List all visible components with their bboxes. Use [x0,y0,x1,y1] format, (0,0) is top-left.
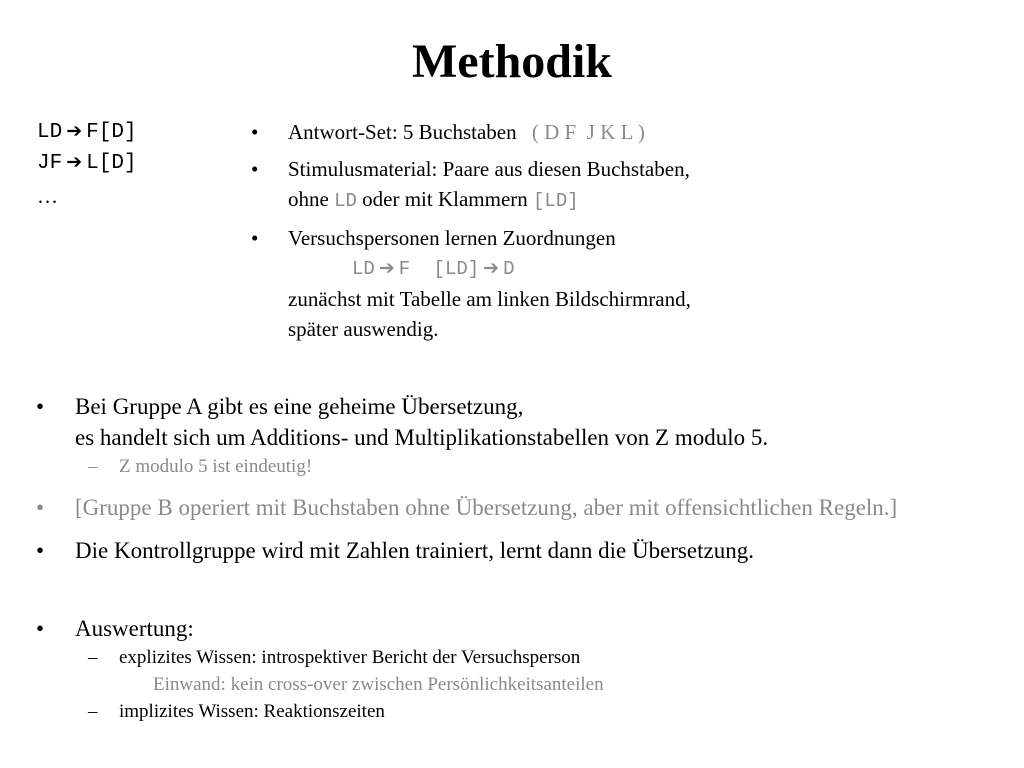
bullet: • [36,538,45,563]
code-d: D [503,258,515,280]
right-arrow-icon: ➔ [378,257,395,279]
list-item-versuchspersonen-line1: Versuchspersonen lernen Zuordnungen [288,226,616,250]
sub-bullet-dash: – [88,701,98,722]
list-item-auswertung: Auswertung: [75,616,194,641]
list-item-versuchspersonen-line4: später auswendig. [288,317,439,341]
right-arrow-icon: ➔ [66,151,83,173]
lookup-row-2 [37,151,137,175]
mapping-examples [352,257,514,280]
sub-item-einwand: Einwand: kein cross-over zwischen Persönlichkeitsanteilen [153,674,604,695]
list-item-antwort-set [288,120,645,145]
sub-bullet-dash: – [88,647,98,668]
code-ld: LD [352,258,375,280]
right-arrow-icon: ➔ [66,120,83,142]
code-bracket-ld: [LD] [533,190,579,212]
lookup-ellipsis: … [37,184,58,208]
bullet: • [36,616,45,641]
sub-item-implizites-wissen: implizites Wissen: Reaktionszeiten [119,701,385,722]
list-item-stimulusmaterial-line2 [288,187,579,212]
page-title: Methodik [411,35,612,88]
bullet: • [36,394,45,419]
sub-bullet-dash: – [88,456,98,477]
item-text: Antwort-Set: 5 Buchstaben [288,120,517,144]
lookup-to: L[D] [86,152,137,175]
list-item-versuchspersonen-line3: zunächst mit Tabelle am linken Bildschirmrand, [288,287,691,311]
code-ld: LD [334,190,357,212]
list-item-gruppe-a-line1: Bei Gruppe A gibt es eine geheime Übersetzung, [75,394,524,419]
bullet: • [251,120,259,144]
letter-set: ( D F J K L ) [531,120,645,144]
list-item-gruppe-a-line2: es handelt sich um Additions- und Multiplikationstabellen von Z modulo 5. [75,425,769,450]
bullet: • [36,495,45,520]
lookup-from: JF [37,152,63,175]
lookup-to: F[D] [86,121,137,144]
right-arrow-icon: ➔ [483,257,500,279]
lookup-from: LD [37,121,63,144]
bullet: • [251,226,259,250]
sub-item-explizites-wissen: explizites Wissen: introspektiver Bericht der Versuchsperson [119,647,581,668]
item-text: ohne [288,187,329,211]
list-item-stimulusmaterial-line1: Stimulusmaterial: Paare aus diesen Buchstaben, [288,157,690,181]
sub-item-z-modulo: Z modulo 5 ist eindeutig! [119,456,313,477]
lookup-row-1 [37,120,137,144]
bullet: • [251,157,259,181]
item-text: oder mit Klammern [362,187,528,211]
code-f: F [398,258,411,280]
list-item-gruppe-b: [Gruppe B operiert mit Buchstaben ohne Übersetzung, aber mit offensichtlichen Regeln.] [75,495,898,520]
list-item-kontrollgruppe: Die Kontrollgruppe wird mit Zahlen trainiert, lernt dann die Übersetzung. [75,538,754,563]
code-bracket-ld: [LD] [433,258,480,280]
